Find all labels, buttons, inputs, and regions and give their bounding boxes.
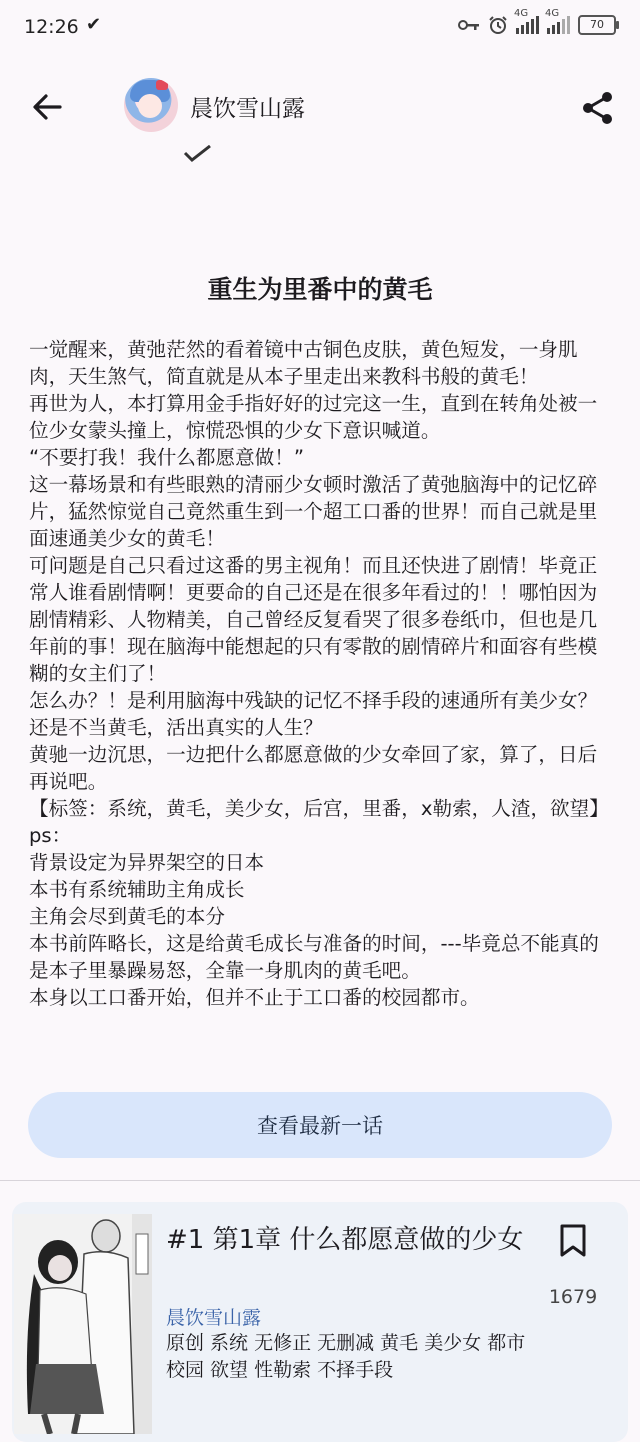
book-title: 重生为里番中的黄毛: [207, 275, 433, 304]
top-app-bar: [0, 70, 640, 140]
battery-icon: 70: [578, 15, 616, 35]
description-paragraph: 本身以工口番开始，但并不止于工口番的校园都市。: [29, 986, 480, 1009]
description-paragraph: ps：: [29, 824, 72, 847]
alarm-icon: [488, 15, 508, 35]
avatar[interactable]: [124, 78, 178, 132]
chapter-tags: 原创 系统 无修正 无删减 黄毛 美少女 都市校园 欲望 性勒索 不择手段: [166, 1332, 526, 1381]
description-paragraph: 怎么办？！是利用脑海中残缺的记忆不择手段的速通所有美少女？还是不当黄毛，活出真实的人生？: [29, 689, 598, 739]
description-paragraph: 本书前阵略长，这是给黄毛成长与准备的时间，---毕竟总不能真的是本子里暴躁易怒，全靠一身肌肉的黄毛吧。: [29, 932, 599, 982]
key-icon: [458, 18, 480, 32]
description-paragraph: 本书有系统辅助主角成长: [29, 878, 245, 901]
author-name[interactable]: 晨饮雪山露: [190, 96, 305, 122]
chapter-author[interactable]: 晨饮雪山露: [166, 1307, 262, 1329]
share-icon[interactable]: [580, 90, 616, 126]
signal-icon: [514, 8, 539, 34]
bookmark-icon[interactable]: [559, 1224, 587, 1258]
description-paragraph: “不要打我！我什么都愿意做！”: [29, 446, 305, 469]
network-type-2: 4G: [545, 8, 560, 19]
check-icon: [183, 145, 213, 163]
description-paragraph: 一觉醒来，黄弛茫然的看着镜中古铜色皮肤，黄色短发，一身肌肉，天生煞气，简直就是从本子里走出来教科书般的黄毛！: [29, 338, 578, 388]
notification-check-icon: ✔: [86, 14, 102, 35]
signal-icon-2: [545, 8, 570, 34]
description-paragraph: 黄驰一边沉思，一边把什么都愿意做的少女牵回了家，算了，日后再说吧。: [29, 743, 598, 793]
description-paragraph: 这一幕场景和有些眼熟的清丽少女顿时激活了黄弛脑海中的记忆碎片，猛然惊觉自己竟然重生到一个超工口番的世界！而自己就是里面速通美少女的黄毛！: [29, 473, 598, 550]
description-paragraph: 再世为人，本打算用金手指好好的过完这一生，直到在转角处被一位少女蒙头撞上，惊慌恐惧的少女下意识喊道。: [29, 392, 598, 442]
chapter-title[interactable]: #1 第1章 什么都愿意做的少女: [166, 1225, 524, 1255]
view-latest-chapter-button[interactable]: 查看最新一话: [28, 1092, 612, 1158]
arrow-left-icon[interactable]: [30, 90, 64, 124]
chapter-cover-image: [14, 1214, 152, 1434]
chapter-list-item[interactable]: [12, 1202, 628, 1442]
description-paragraph: 可问题是自己只看过这番的男主视角！而且还快进了剧情！毕竟正常人谁看剧情啊！更要命的自己还是在很多年看过的！！哪怕因为剧情精彩、人物精美，自己曾经反复看哭了很多卷纸巾，但也是几年前的事！现在脑海中能想起的只有零散的剧情碎片和面容有些模糊的女主们了！: [29, 554, 598, 685]
description-paragraph: 【标签：系统，黄毛，美少女，后宫，里番，x勒索，人渣，欲望】: [29, 797, 609, 820]
divider: [0, 1180, 640, 1181]
description-paragraph: 背景设定为异界架空的日本: [29, 851, 265, 874]
book-description: [29, 336, 611, 1011]
description-paragraph: 主角会尽到黄毛的本分: [29, 905, 225, 928]
status-bar: [0, 0, 640, 56]
bookmark-count: 1679: [548, 1286, 598, 1308]
status-time: 12:26: [24, 16, 79, 38]
status-icons: [458, 8, 616, 35]
network-type: 4G: [514, 8, 529, 19]
